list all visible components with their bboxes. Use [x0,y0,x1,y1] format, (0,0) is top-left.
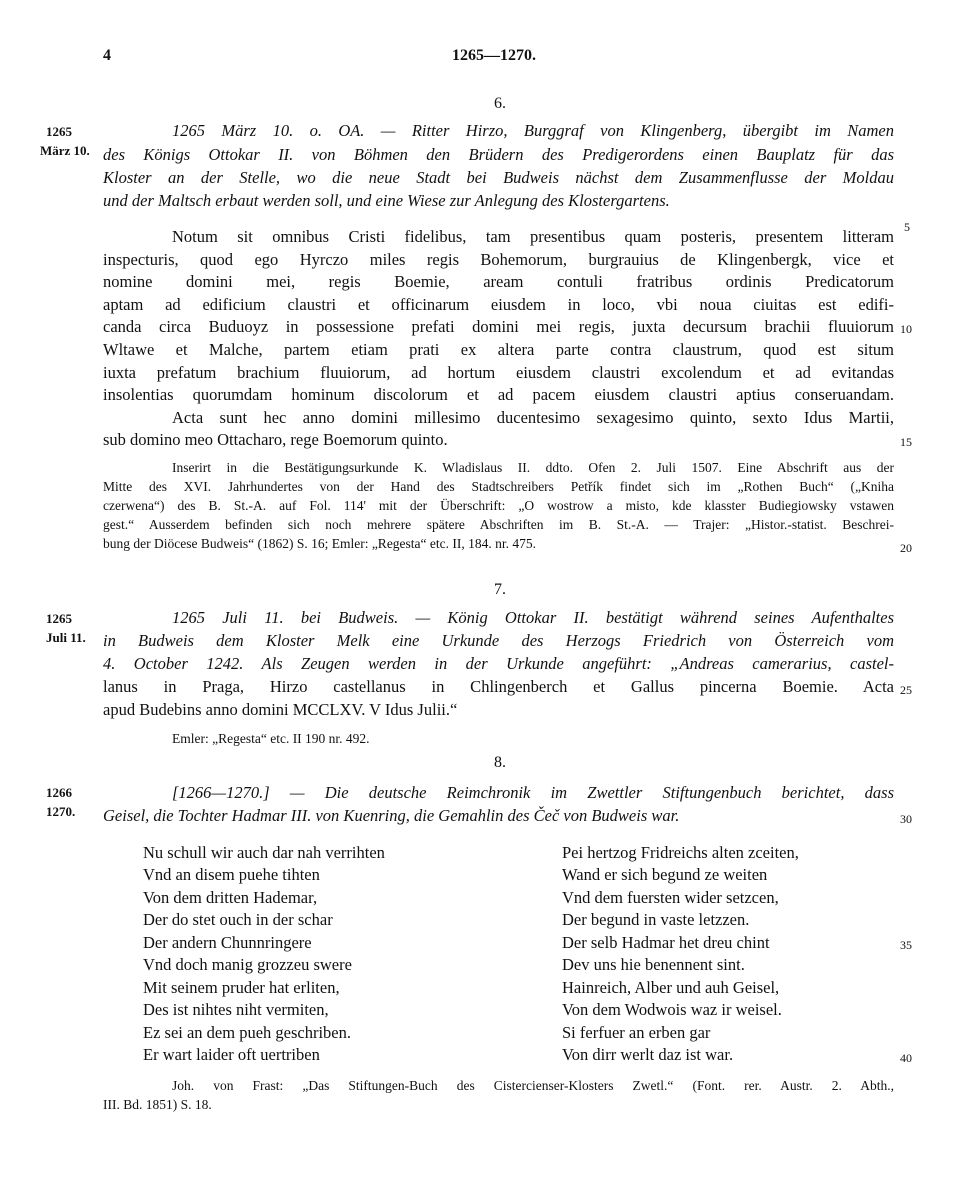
margin-date-year: 1265 [46,611,72,626]
verse-line-right: Hainreich, Alber und auh Geisel, [562,978,780,997]
source-note-line: gest.“ Ausserdem befinden sich noch mehrere spätere Abschriften im B. St.-A. — Trajer: „Histor.-statist. Beschrei- [103,517,894,532]
verse-line-right: Von dirr werlt daz ist war. [562,1045,734,1064]
verse-line-left: Vnd an disem puehe tihten [143,865,320,884]
verse-line-left: Mit seinem pruder hat erliten, [143,978,340,997]
regest-line: 1265 März 10. o. OA. — Ritter Hirzo, Burggraf von Klingenberg, übergibt im Namen [172,121,894,140]
charter-text-line: Notum sit omnibus Cristi fidelibus, tam presentibus quam posteris, presentem litteram [172,227,894,246]
document-number: 8. [494,754,506,771]
line-number: 10 [900,322,912,336]
verse-line-left: Ez sei an dem pueh geschriben. [143,1023,352,1042]
charter-text-line: iuxta prefatum brachium fluuiorum, ad hortum eiusdem claustri excolendum et ad evitandas [103,363,894,382]
verse-line-right: Der begund in vaste letzzen. [562,910,750,929]
margin-date-year: 1266 [46,785,72,800]
charter-text-line: sub domino meo Ottacharo, rege Boemorum quinto. [103,430,448,449]
verse-line-right: Dev uns hie benennent sint. [562,955,745,974]
line-number: 35 [900,938,912,952]
regest-line: 1265 Juli 11. bei Budweis. — König Ottokar II. bestätigt während seines Aufenthaltes [172,608,894,627]
line-number: 15 [900,435,912,449]
margin-date-day: 1270. [46,804,76,819]
verse-line-right: Vnd dem fuersten wider setzcen, [562,888,779,907]
charter-text-line: Acta sunt hec anno domini millesimo ducentesimo sexagesimo quinto, sexto Idus Martii, [172,408,894,427]
verse-line-right: Si ferfuer an erben gar [562,1023,711,1042]
charter-text-line: inspecturis, quod ego Hyrczo miles regis Bohemorum, burgrauius de Klingenbergk, vice et [103,250,894,269]
verse-line-left: Der andern Chunnringere [143,933,312,952]
regest-line: in Budweis dem Kloster Melk eine Urkunde des Herzogs Friedrich von Österreich vom [103,631,894,650]
source-note-line: bung der Diöcese Budweis“ (1862) S. 16; Emler: „Regesta“ etc. II, 184. nr. 475. [103,536,537,551]
charter-text-line: nomine domini mei, regis Boemie, aream contuli fratribus ordinis Predicatorum [103,272,894,291]
charter-text-line: Wltawe et Malche, partem etiam prati ex altera parte contra claustrum, quod est situm [103,340,894,359]
line-number: 5 [904,220,910,234]
charter-text-line: canda circa Buduoyz in possessione prefati domini mei regis, juxta decursum brachii fluuiorum [103,317,894,336]
regest-line: 4. October 1242. Als Zeugen werden in der Urkunde angeführt: „Andreas camerarius, castel- [103,654,894,673]
margin-date-year: 1265 [46,124,72,139]
regest-line: Kloster an der Stelle, wo die neue Stadt bei Budweis nächst dem Zusammenflusse der Moldau [103,168,894,187]
charter-text-line: aptam ad edificium claustri et officinarum eiusdem in loco, vbi noua ciuitas est edifi- [103,295,894,314]
verse-line-right: Der selb Hadmar het dreu chint [562,933,770,952]
source-note-line: czerwena“) des B. St.-A. auf Fol. 114' mit der Überschrift: „O wostrow a misto, kde klasster Budiegiowsky vstawen [103,498,894,513]
verse-line-left: Der do stet ouch in der schar [143,910,333,929]
line-number: 40 [900,1051,912,1065]
document-number: 7. [494,581,506,598]
page-number: 4 [103,47,111,64]
regest-line: des Königs Ottokar II. von Böhmen den Brüdern des Predigerordens einen Bauplatz für das [103,145,894,164]
verse-line-left: Nu schull wir auch dar nah verrihten [143,843,385,862]
source-note-line: Joh. von Frast: „Das Stiftungen-Buch des Cistercienser-Klosters Zwetl.“ (Font. rer. Austr. 2. Abth., [172,1078,894,1093]
running-title: 1265—1270. [452,47,536,64]
charter-text-line: insolentias quorumdam hominum discolorum et ad pacem eiusdem claustri aptius conseruandam. [103,385,894,404]
margin-date-day: März 10. [40,143,90,158]
line-number: 20 [900,541,912,555]
regest-line: lanus in Praga, Hirzo castellanus in Chlingenberch et Gallus pincerna Boemie. Acta [103,677,894,696]
source-note-line: Mitte des XVI. Jahrhundertes von der Hand des Stadtschreibers Petřík findet sich im „Rothen Buch“ („Kniha [103,479,894,494]
margin-date-day: Juli 11. [46,630,86,645]
verse-line-left: Von dem dritten Hademar, [143,888,318,907]
verse-line-left: Er wart laider oft uertriben [143,1045,320,1064]
source-note-line: Emler: „Regesta“ etc. II 190 nr. 492. [172,731,370,746]
regest-line: und der Maltsch erbaut werden soll, und eine Wiese zur Anlegung des Klostergartens. [103,191,670,210]
document-number: 6. [494,95,506,112]
regest-line: Geisel, die Tochter Hadmar III. von Kuenring, die Gemahlin des Čeč von Budweis war. [103,806,680,825]
regest-line: [1266—1270.] — Die deutsche Reimchronik im Zwettler Stiftungenbuch berichtet, dass [172,783,894,802]
source-note-line: Inserirt in die Bestätigungsurkunde K. Wladislaus II. ddto. Ofen 2. Juli 1507. Eine Abschrift aus der [172,460,894,475]
source-note-line: III. Bd. 1851) S. 18. [103,1097,212,1112]
verse-line-left: Vnd doch manig grozzeu swere [143,955,352,974]
verse-line-right: Pei hertzog Fridreichs alten zceiten, [562,843,799,862]
verse-line-right: Wand er sich begund ze weiten [562,865,768,884]
verse-line-right: Von dem Wodwois waz ir weisel. [562,1000,782,1019]
line-number: 25 [900,683,912,697]
regest-line: apud Budebins anno domini MCCLXV. V Idus Julii.“ [103,700,458,719]
line-number: 30 [900,812,912,826]
verse-line-left: Des ist nihtes niht vermiten, [143,1000,329,1019]
